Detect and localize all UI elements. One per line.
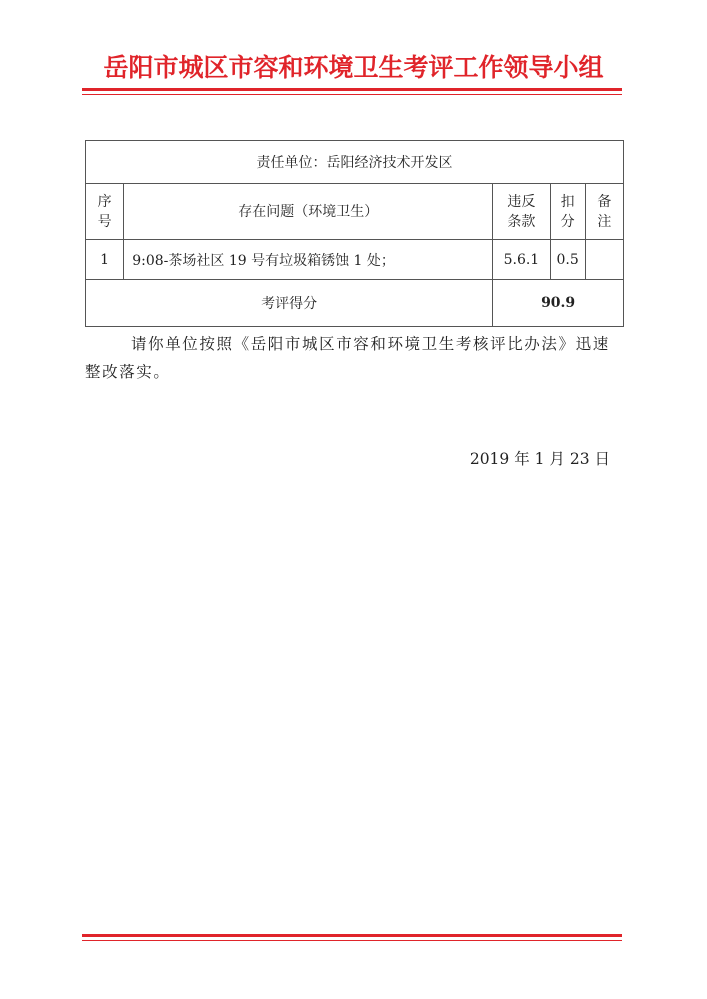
header-rule-thick [82,88,622,91]
header-clause: 违反条款 [493,184,550,240]
inspection-table [85,140,624,327]
header-deduct: 扣分 [550,184,585,240]
table-score-row [86,280,624,327]
table-header-row [86,184,624,240]
document-title: 岳阳市城区市容和环境卫生考评工作领导小组 [103,53,604,82]
score-value: 90.9 [493,280,624,327]
header-no: 序号 [86,184,124,240]
header-problem: 存在问题（环境卫生） [124,184,493,240]
header-note: 备注 [585,184,623,240]
responsible-unit: 责任单位：岳阳经济技术开发区 [86,141,624,184]
table-row [86,240,624,280]
row-deduct: 0.5 [550,240,585,280]
header-rule-thin [82,94,622,95]
row-no: 1 [86,240,124,280]
score-label: 考评得分 [86,280,493,327]
issue-date: 2019 年 1 月 23 日 [469,450,610,468]
notice-paragraph: 请你单位按照《岳阳市城区市容和环境卫生考核评比办法》迅速整改落实。 [85,335,610,381]
row-clause: 5.6.1 [493,240,550,280]
row-note [585,240,623,280]
row-problem: 9:08-茶场社区 19 号有垃圾箱锈蚀 1 处； [124,240,493,280]
table-unit-row [86,141,624,184]
footer-rule-thin [82,940,622,941]
footer-rule-thick [82,934,622,937]
